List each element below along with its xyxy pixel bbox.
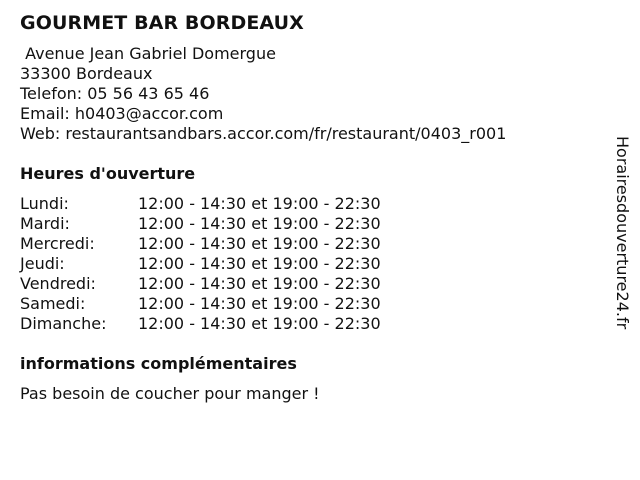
- web-line: Web: restaurantsandbars.accor.com/fr/restaurant/0403_r001: [20, 124, 507, 143]
- hours-row-samedi: [20, 294, 381, 314]
- contact-block: [20, 44, 506, 144]
- day-label: Mardi:: [20, 214, 70, 233]
- day-times: 12:00 - 14:30 et 19:00 - 22:30: [138, 294, 381, 313]
- email-line: Email: h0403@accor.com: [20, 104, 224, 123]
- hours-row-mardi: [20, 214, 381, 234]
- hours-row-vendredi: [20, 274, 381, 294]
- address-city: 33300 Bordeaux: [20, 64, 153, 83]
- hours-row-mercredi: [20, 234, 381, 254]
- day-label: Jeudi:: [20, 254, 65, 273]
- hours-row-lundi: [20, 194, 381, 214]
- hours-heading: Heures d'ouverture: [20, 164, 196, 183]
- day-label: Lundi:: [20, 194, 69, 213]
- day-times: 12:00 - 14:30 et 19:00 - 22:30: [138, 274, 381, 293]
- hours-row-dimanche: [20, 314, 381, 334]
- info-text: Pas besoin de coucher pour manger !: [20, 384, 320, 403]
- info-heading: informations complémentaires: [20, 354, 297, 373]
- day-times: 12:00 - 14:30 et 19:00 - 22:30: [138, 234, 381, 253]
- day-times: 12:00 - 14:30 et 19:00 - 22:30: [138, 314, 381, 333]
- site-watermark: Horairesdouverture24.fr: [613, 136, 632, 330]
- day-times: 12:00 - 14:30 et 19:00 - 22:30: [138, 214, 381, 233]
- hours-table: [20, 194, 381, 334]
- day-times: 12:00 - 14:30 et 19:00 - 22:30: [138, 254, 381, 273]
- day-label: Vendredi:: [20, 274, 96, 293]
- phone-line: Telefon: 05 56 43 65 46: [20, 84, 210, 103]
- address-street: Avenue Jean Gabriel Domergue: [20, 44, 276, 63]
- restaurant-name: GOURMET BAR BORDEAUX: [20, 12, 304, 34]
- day-times: 12:00 - 14:30 et 19:00 - 22:30: [138, 194, 381, 213]
- day-label: Mercredi:: [20, 234, 95, 253]
- day-label: Dimanche:: [20, 314, 107, 333]
- hours-row-jeudi: [20, 254, 381, 274]
- day-label: Samedi:: [20, 294, 86, 313]
